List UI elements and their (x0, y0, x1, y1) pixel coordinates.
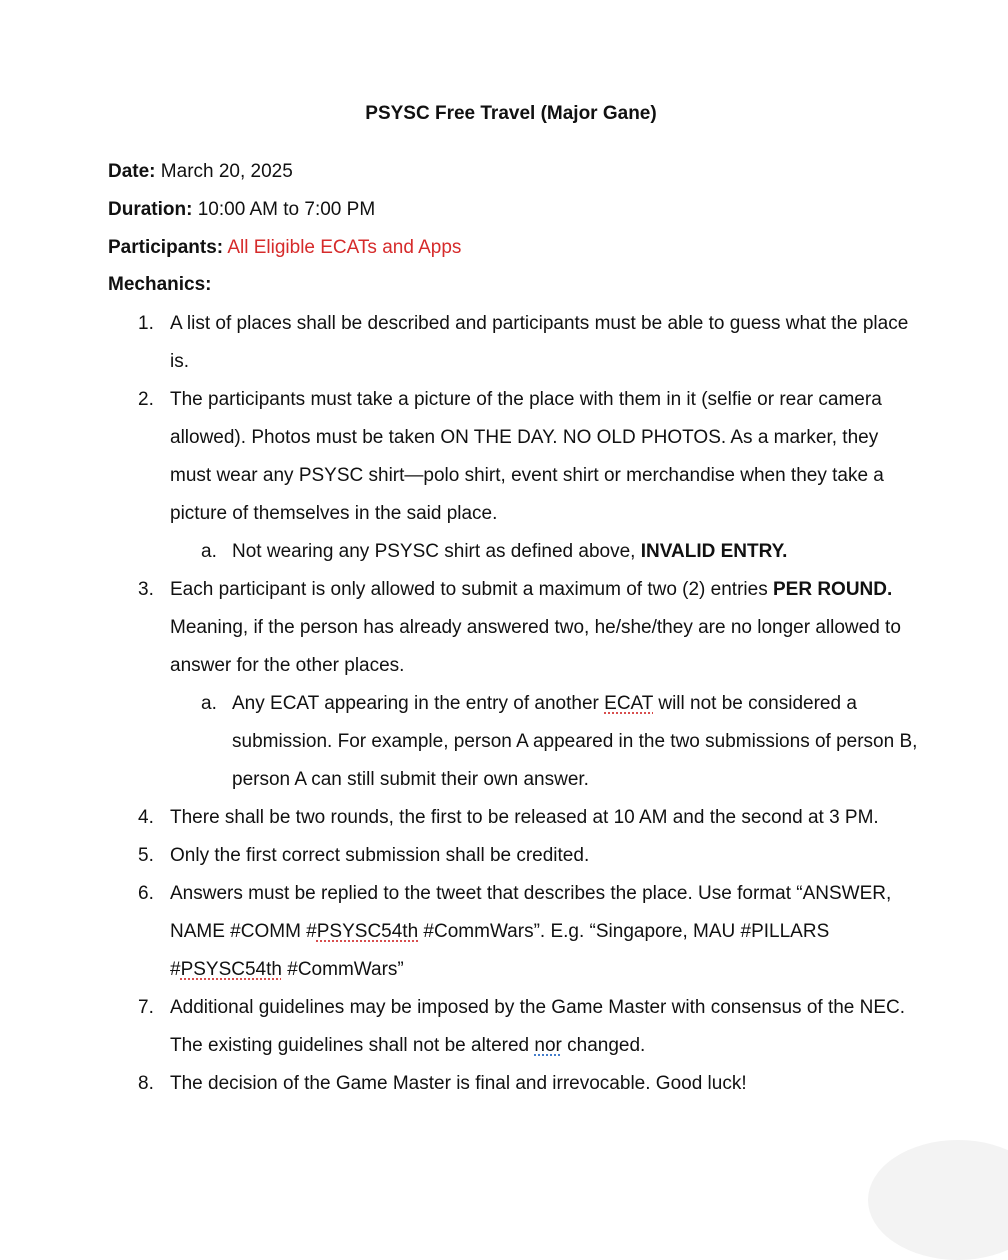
list-item-text-part: Meaning, if the person has already answered two, he/she/they are no longer allowed to answer for the other places. (170, 617, 901, 676)
page-corner-shadow (868, 1140, 1008, 1260)
list-item-text-part: changed. (561, 1035, 646, 1056)
date-value: March 20, 2025 (155, 161, 293, 182)
list-item (0, 799, 1008, 837)
list-item-text-part: #CommWars” (281, 959, 404, 980)
date-line (108, 159, 293, 185)
spellcheck-word: ECAT (604, 693, 654, 714)
duration-label: Duration: (108, 199, 193, 220)
list-item (0, 571, 1008, 685)
list-item (0, 989, 1008, 1065)
list-subitem-letter: a. (201, 541, 217, 562)
list-item (0, 305, 1008, 381)
list-item-number: 8. (138, 1073, 154, 1094)
duration-value: 10:00 AM to 7:00 PM (192, 199, 376, 220)
mechanics-list (0, 305, 1008, 1103)
list-subitem-text (232, 533, 918, 571)
list-subitem (0, 533, 1008, 571)
list-item-number: 6. (138, 883, 154, 904)
participants-label: Participants: (108, 237, 224, 258)
list-subitem-emphasis: INVALID ENTRY. (640, 541, 788, 562)
grammar-check-word: nor (534, 1035, 562, 1056)
spellcheck-word: PSYSC54th (316, 921, 419, 942)
list-item-number: 5. (138, 845, 154, 866)
list-item-number: 4. (138, 807, 154, 828)
list-item-text (170, 989, 918, 1065)
list-item-text-part: Additional guidelines may be imposed by the Game Master with consensus of the NEC. The existing guidelines shall not be altered (170, 997, 906, 1056)
list-subitem-text (232, 685, 918, 799)
list-item-text: A list of places shall be described and participants must be able to guess what the place is. (170, 313, 909, 372)
list-item-text (170, 875, 918, 989)
list-item (0, 381, 1008, 533)
list-subitem-text-part: Any ECAT appearing in the entry of another (232, 693, 605, 714)
list-item-text: The participants must take a picture of the place with them in it (selfie or rear camera allowed). Photos must be taken ON THE DAY. NO OLD PHOTOS. As a marker, they must wear any PSYSC shirt—polo shirt, event shirt or merchandise when they take a picture of themselves in the said place. (170, 389, 884, 524)
list-item (0, 837, 1008, 875)
list-item-number: 3. (138, 579, 154, 600)
list-subitem-letter: a. (201, 693, 217, 714)
list-subitem-text-part: Not wearing any PSYSC shirt as defined above, (232, 541, 641, 562)
list-item-number: 1. (138, 313, 154, 334)
list-item-number: 7. (138, 997, 154, 1018)
list-item-emphasis: PER ROUND. (772, 579, 893, 600)
spellcheck-word: PSYSC54th (180, 959, 282, 980)
participants-line (108, 235, 461, 261)
duration-line (108, 197, 375, 223)
list-item-text-part: Answers must be replied to the tweet that describes the place. Use format “ANSWER, NAME #COMM # (170, 883, 892, 942)
list-item-text: There shall be two rounds, the first to be released at 10 AM and the second at 3 PM. (170, 807, 879, 828)
list-item-text-part: Each participant is only allowed to submit a maximum of two (2) entries (170, 579, 773, 600)
participants-value: All Eligible ECATs and Apps (223, 237, 462, 258)
list-item (0, 875, 1008, 989)
list-item-text: Only the first correct submission shall be credited. (170, 845, 590, 866)
list-item (0, 1065, 1008, 1103)
list-item-number: 2. (138, 389, 154, 410)
date-label: Date: (108, 161, 156, 182)
mechanics-heading: Mechanics: (108, 274, 212, 295)
list-subitem (0, 685, 1008, 799)
list-item-text (170, 571, 918, 685)
list-item-text: The decision of the Game Master is final and irrevocable. Good luck! (170, 1073, 747, 1094)
list-item-text-part: #CommWars”. E.g. “Singapore, MAU #PILLARS # (170, 921, 830, 980)
list-subitem-text-part: will not be considered a submission. For example, person A appeared in the two submissions of person B, person A can still submit their own answer. (232, 693, 918, 790)
document-title: PSYSC Free Travel (Major Gane) (365, 103, 657, 124)
